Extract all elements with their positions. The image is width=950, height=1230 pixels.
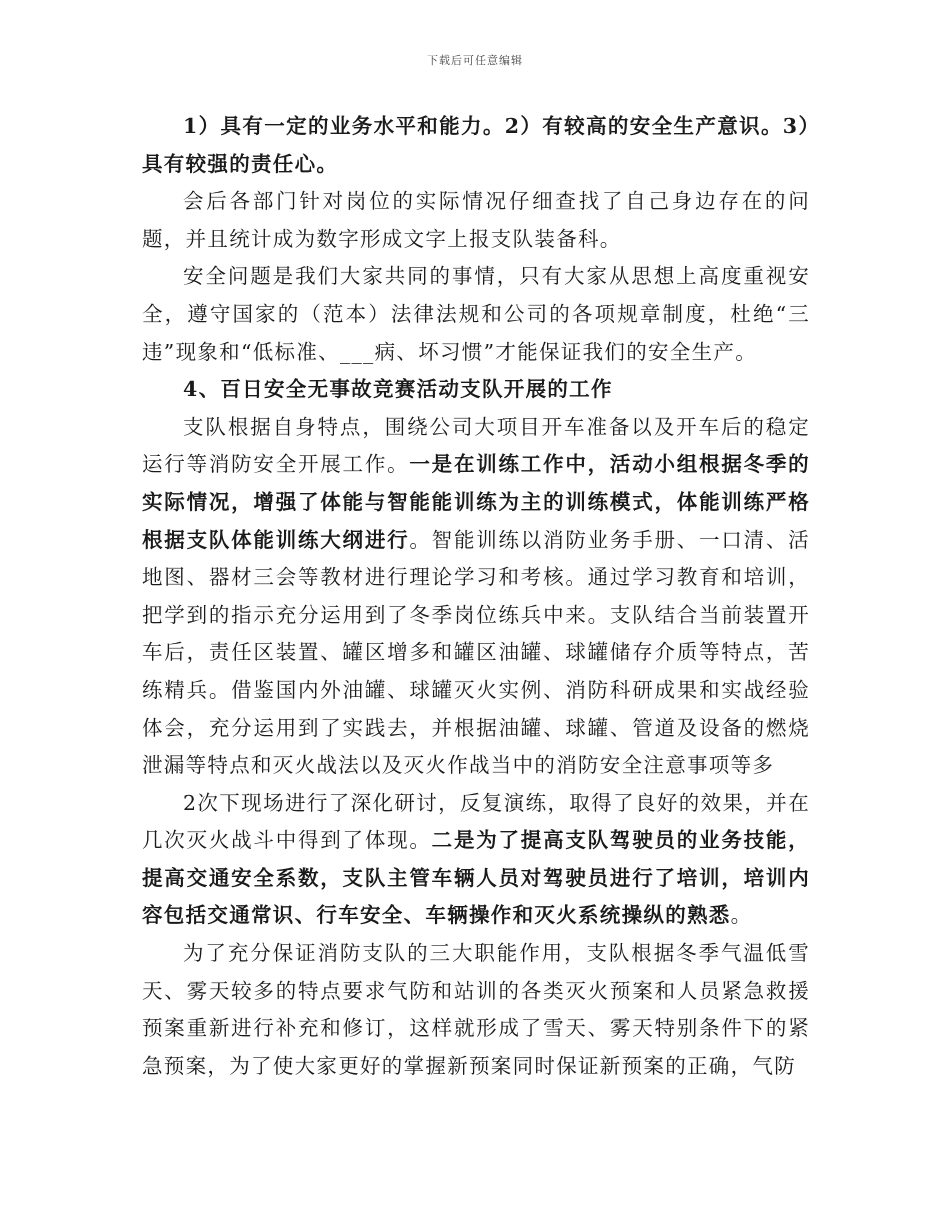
paragraph bbox=[142, 935, 810, 1085]
text-segment: 。 bbox=[730, 903, 753, 928]
text-segment: 支队根据自身特点，围绕公司大项目开车准备以及开车后的稳定运行等消防安全开展工作。 bbox=[142, 414, 810, 477]
paragraph bbox=[142, 258, 810, 371]
text-segment: 。智能训练以消防业务手册、一口清、活地图、器材三会等教材进行理论学习和考核。通过学习教育和培训，把学到的指示充分运用到了冬季岗位练兵中来。支队结合当前装置开车后，责任区装置、罐区增多和罐区油罐、球罐储存介质等特点，苦练精兵。借鉴国内外油罐、球罐灭火实例、消防科研成果和实战经验体会，充分运用到了实践去，并根据油罐、球罐、管道及设备的燃烧泄漏等特点和灭火战法以及灭火作战当中的消防安全注意事项等多 bbox=[142, 527, 810, 778]
bold-text-segment: 二是为了提高支队驾驶员的业务技能，提高交通安全系数，支队主管车辆人员对驾驶员进行了培训，培训内容包括交通常识、行车安全、车辆操作和灭火系统操纵的熟悉 bbox=[142, 828, 810, 928]
bold-text-segment: 一是在训练工作中，活动小组根据冬季的实际情况，增强了体能与智能能训练为主的训练模式，体能训练严格根据支队体能训练大纲进行 bbox=[142, 452, 810, 552]
page-header-note: 下载后可任意编辑 bbox=[427, 54, 523, 67]
paragraph bbox=[142, 371, 810, 409]
text-segment: 2次下现场进行了深化研讨，反复演练，取得了良好的效果，并在几次灭火战斗中得到了体现。 bbox=[142, 790, 810, 853]
bold-text-segment: 4、百日安全无事故竞赛活动支队开展的工作 bbox=[183, 377, 613, 402]
paragraph bbox=[142, 409, 810, 785]
paragraph bbox=[142, 785, 810, 935]
text-segment: 安全问题是我们大家共同的事情，只有大家从思想上高度重视安全，遵守国家的（范本）法律法规和公司的各项规章制度，杜绝“三违”现象和“低标准、___病、坏习惯”才能保证我们的安全生产。 bbox=[142, 264, 810, 364]
text-segment: 为了充分保证消防支队的三大职能作用，支队根据冬季气温低雪天、雾天较多的特点要求气防和站训的各类灭火预案和人员紧急救援预案重新进行补充和修订，这样就形成了雪天、雾天特别条件下的紧急预案，为了使大家更好的掌握新预案同时保证新预案的正确，气防 bbox=[142, 941, 810, 1078]
paragraph bbox=[142, 183, 810, 258]
bold-text-segment: 1）具有一定的业务水平和能力。2）有较高的安全生产意识。3）具有较强的责任心。 bbox=[142, 114, 810, 176]
document-body bbox=[142, 108, 810, 1085]
paragraph bbox=[142, 108, 810, 183]
text-segment: 会后各部门针对岗位的实际情况仔细查找了自己身边存在的问题，并且统计成为数字形成文字上报支队装备科。 bbox=[142, 189, 810, 251]
